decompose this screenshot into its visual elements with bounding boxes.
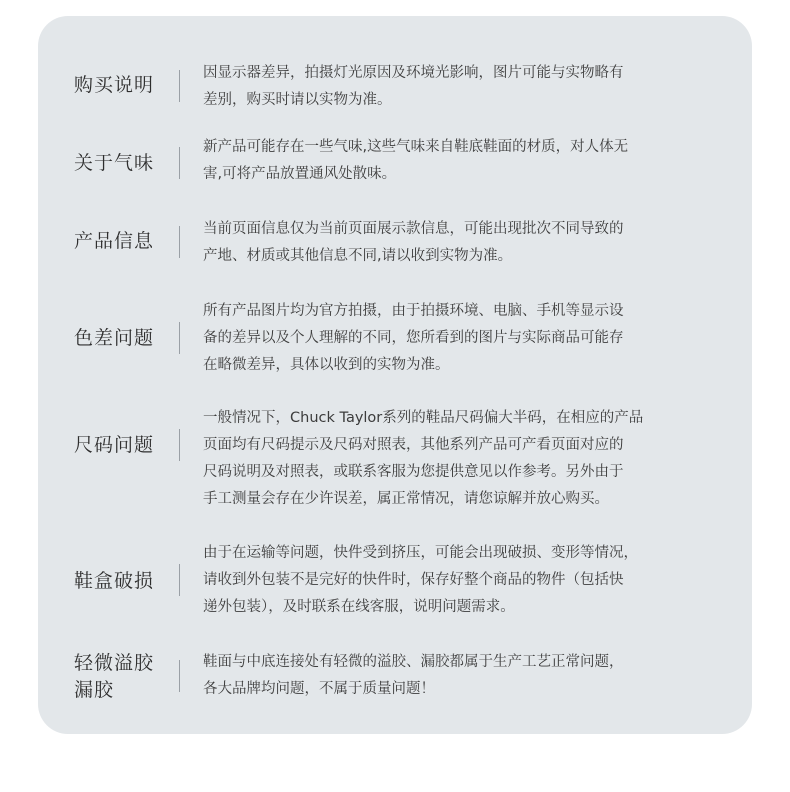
- row-divider: [179, 147, 180, 179]
- info-panel: [38, 16, 752, 734]
- row-description: 鞋面与中底连接处有轻微的溢胶、漏胶都属于生产工艺正常问题， 各大品牌均问题，不属于质量问题！: [203, 654, 624, 697]
- row-description: 一般情况下，Chuck Taylor系列的鞋品尺码偏大半码，在相应的产品 页面均有尺码提示及尺码对照表，其他系列产品可产看页面对应的 尺码说明及对照表，或联系客服为您提供意见以作参考。另外由于 手工测量会存在少许误差，属正常情况，请您谅解并放心购买。: [203, 410, 644, 507]
- row-divider: [179, 429, 180, 461]
- row-title: 尺码问题: [74, 434, 155, 456]
- row-title: 购买说明: [74, 74, 155, 96]
- row-title: 色差问题: [74, 327, 155, 349]
- row-title: 轻微溢胶 漏胶: [74, 652, 155, 701]
- row-divider: [179, 226, 180, 258]
- row-divider: [179, 322, 180, 354]
- row-description: 新产品可能存在一些气味,这些气味来自鞋底鞋面的材质，对人体无 害,可将产品放置通风处散味。: [203, 139, 629, 182]
- row-description: 所有产品图片均为官方拍摄，由于拍摄环境、电脑、手机等显示设 备的差异以及个人理解的不同，您所看到的图片与实际商品可能存 在略微差异，具体以收到的实物为准。: [203, 303, 624, 373]
- row-title: 关于气味: [74, 152, 155, 174]
- row-title: 鞋盒破损: [74, 570, 155, 592]
- row-description: 因显示器差异，拍摄灯光原因及环境光影响，图片可能与实物略有 差别，购买时请以实物为准。: [203, 65, 624, 108]
- row-description: 当前页面信息仅为当前页面展示款信息，可能出现批次不同导致的 产地、材质或其他信息不同,请以收到实物为准。: [203, 221, 624, 264]
- row-divider: [179, 564, 180, 596]
- row-title: 产品信息: [74, 230, 155, 252]
- row-description: 由于在运输等问题，快件受到挤压，可能会出现破损、变形等情况， 请收到外包装不是完好的快件时，保存好整个商品的物件（包括快 递外包装），及时联系在线客服，说明问题需求。: [203, 545, 638, 615]
- row-divider: [179, 660, 180, 692]
- row-divider: [179, 70, 180, 102]
